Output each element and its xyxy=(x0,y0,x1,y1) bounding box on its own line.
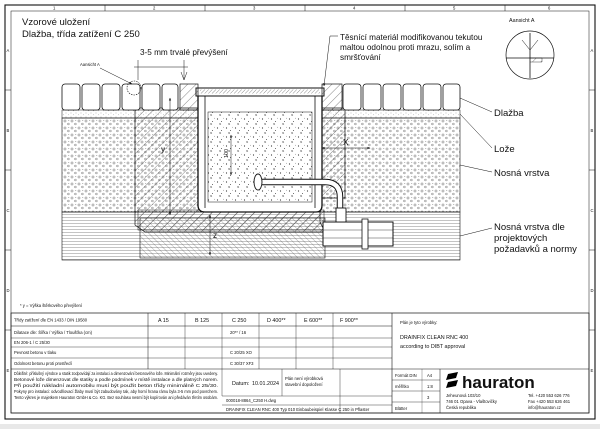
hauraton-logo xyxy=(446,372,535,392)
sealant-note-line3: smršťování xyxy=(340,53,381,62)
view-a-label-right: Aansicht A xyxy=(509,18,535,24)
contact-fax: Fax +420 553 626 461 xyxy=(528,399,571,404)
drawing-title-line2: Dlažba, třída zatížení C 250 xyxy=(22,29,140,40)
footnote: * y = Výška štěrkového převýšení xyxy=(20,303,83,308)
label-bed: Lože xyxy=(494,144,515,155)
drawing-title-line1: Vzorové uložení xyxy=(22,17,91,28)
product-line1: DRAINFIX CLEAN RNC 400 xyxy=(400,335,469,341)
plan-note-line2: stavební dopoložení xyxy=(285,382,323,387)
layer-labels xyxy=(460,98,577,255)
sealant-note-line2: maltou odolnou proti mrazu, solím a xyxy=(340,43,471,52)
address-line3: Česká republika xyxy=(446,405,477,410)
sheet-value: 3 xyxy=(427,395,430,400)
load-class-f900: F 900** xyxy=(340,318,358,324)
label-subbase-line2: projektových xyxy=(494,233,548,244)
row-5-label: Odolnost betonu proti prostředí xyxy=(14,361,72,366)
outlet-opening xyxy=(254,174,262,190)
date-value: 10.01.2024 xyxy=(252,381,279,387)
view-a-label-left: Aansicht A xyxy=(80,62,100,67)
address-line2: 746 01 Opava - Vlaštovičky xyxy=(446,399,497,404)
load-class-b125: B 125 xyxy=(195,318,210,324)
dim-z: z xyxy=(213,231,218,240)
note-5: Tento výkres je majetkem Hauraton GmbH & Co. KG. Bez souhlasu nesmí být kopírován ani předáván třetím osobám. xyxy=(14,395,218,400)
note-4: Pokyny pro instalaci: odvodňovací žlaby musí být zabudovány tak, aby horní hrana rámu byla 3-5 mm pod povrchem. xyxy=(14,389,218,394)
grid-col-3: 3 xyxy=(253,5,256,11)
contact-email: info@hauraton.cz xyxy=(528,405,561,410)
detail-view-a xyxy=(506,18,554,79)
date-label: Datum: xyxy=(232,381,250,387)
haunch-right xyxy=(322,84,342,110)
load-class-c250: C 250 xyxy=(232,318,247,324)
row-3-label: EN 206-1 / C 25/30 xyxy=(14,340,50,345)
label-subbase-line3: požadavků a normy xyxy=(494,244,577,255)
address-line1: Jeheunová 103/10 xyxy=(446,393,481,398)
grid-row-b-right: B xyxy=(590,128,594,133)
load-classes-label: Třídy zatížení dle EN 1433 / DIN 19580 xyxy=(14,317,88,323)
grid-col-4: 4 xyxy=(353,5,356,11)
load-class-d400: D 400** xyxy=(267,318,286,324)
bottom-title: DRAINFIX CLEAN RNC 400 Typ 010 Einbaubeispiel Klasse C 250 in Pflaster xyxy=(226,407,370,412)
grid-col-1: 1 xyxy=(53,5,56,11)
row-2-value: 20** / 16 xyxy=(230,330,247,335)
grid-row-c-right: C xyxy=(590,208,594,213)
dim-x: X xyxy=(343,138,349,147)
format-value: A4 xyxy=(427,373,433,378)
title-block-text xyxy=(14,318,571,413)
gap-note: 3-5 mm trvalé převýšení xyxy=(140,48,228,57)
approved-label: Plán je tyto výrobky: xyxy=(400,320,438,325)
label-base: Nosná vrstva xyxy=(494,168,550,179)
plan-note-line1: Plán není výrobková xyxy=(285,376,323,381)
grid-col-5: 5 xyxy=(453,5,456,11)
note-2: Betonové lože dimenzovat dle statiky a podle podmínek v místě instalace a dle platných norem. xyxy=(14,377,218,382)
dim-100: 100 xyxy=(224,149,230,158)
note-3: Při použití nákladní automobilu musí být použit beton třídy minimálně C 25/30. xyxy=(14,383,218,388)
row-5-value: C 30/37 XF3 xyxy=(230,361,254,366)
format-label: Formát DIN xyxy=(395,373,417,378)
brand-name: hauraton xyxy=(462,373,535,392)
grid-col-6: 6 xyxy=(548,5,551,11)
scale-value: 1:8 xyxy=(427,384,433,389)
grid-row-e-right: E xyxy=(590,368,594,373)
drain-pipe xyxy=(323,222,393,246)
note-1: Důležité: příslušný výrobce a statik zodpovídají za instalaci a dimenzování betonového lože. Minimální rozměry jsou uvedeny. xyxy=(14,371,219,376)
paving-right xyxy=(343,84,460,110)
scale-label: měřítko xyxy=(395,384,409,389)
grid-row-d: D xyxy=(6,288,10,293)
row-2-label: Dilatace dle: Šířka / Výška / Tloušťka (cm) xyxy=(14,330,93,335)
sealant-note-line1: Těsnící materiál modifikovanou tekutou xyxy=(340,33,483,42)
row-4-label: Pevnost betonu v tlaku xyxy=(14,350,57,355)
grid-row-b: B xyxy=(6,128,10,133)
haunch-left xyxy=(180,84,198,110)
drawing-number: 000018-8864_C250 H.dwg xyxy=(226,398,277,403)
grid-row-d-right: D xyxy=(590,288,594,293)
dim-y: y xyxy=(161,145,166,154)
grid-col-2: 2 xyxy=(153,5,156,11)
sheet-label: Blätter xyxy=(395,406,408,411)
grid-row-e: E xyxy=(6,368,10,373)
paving-left xyxy=(62,84,178,110)
label-subbase-line1: Nosná vrstva dle xyxy=(494,222,565,233)
load-class-a15: A 15 xyxy=(158,318,169,324)
cross-section xyxy=(62,48,460,260)
grid-row-a: A xyxy=(6,48,10,53)
label-paving: Dlažba xyxy=(494,108,524,119)
product-line2: according to DIBT approval xyxy=(400,344,466,350)
contact-phone: Tel. +420 553 626 776 xyxy=(528,393,570,398)
grid-row-a-right: A xyxy=(590,48,594,53)
row-4-value: C 20/25 XO xyxy=(230,350,252,355)
lower-slab xyxy=(140,218,325,258)
grid-row-c: C xyxy=(6,208,10,213)
load-class-e600: E 600** xyxy=(304,318,323,324)
